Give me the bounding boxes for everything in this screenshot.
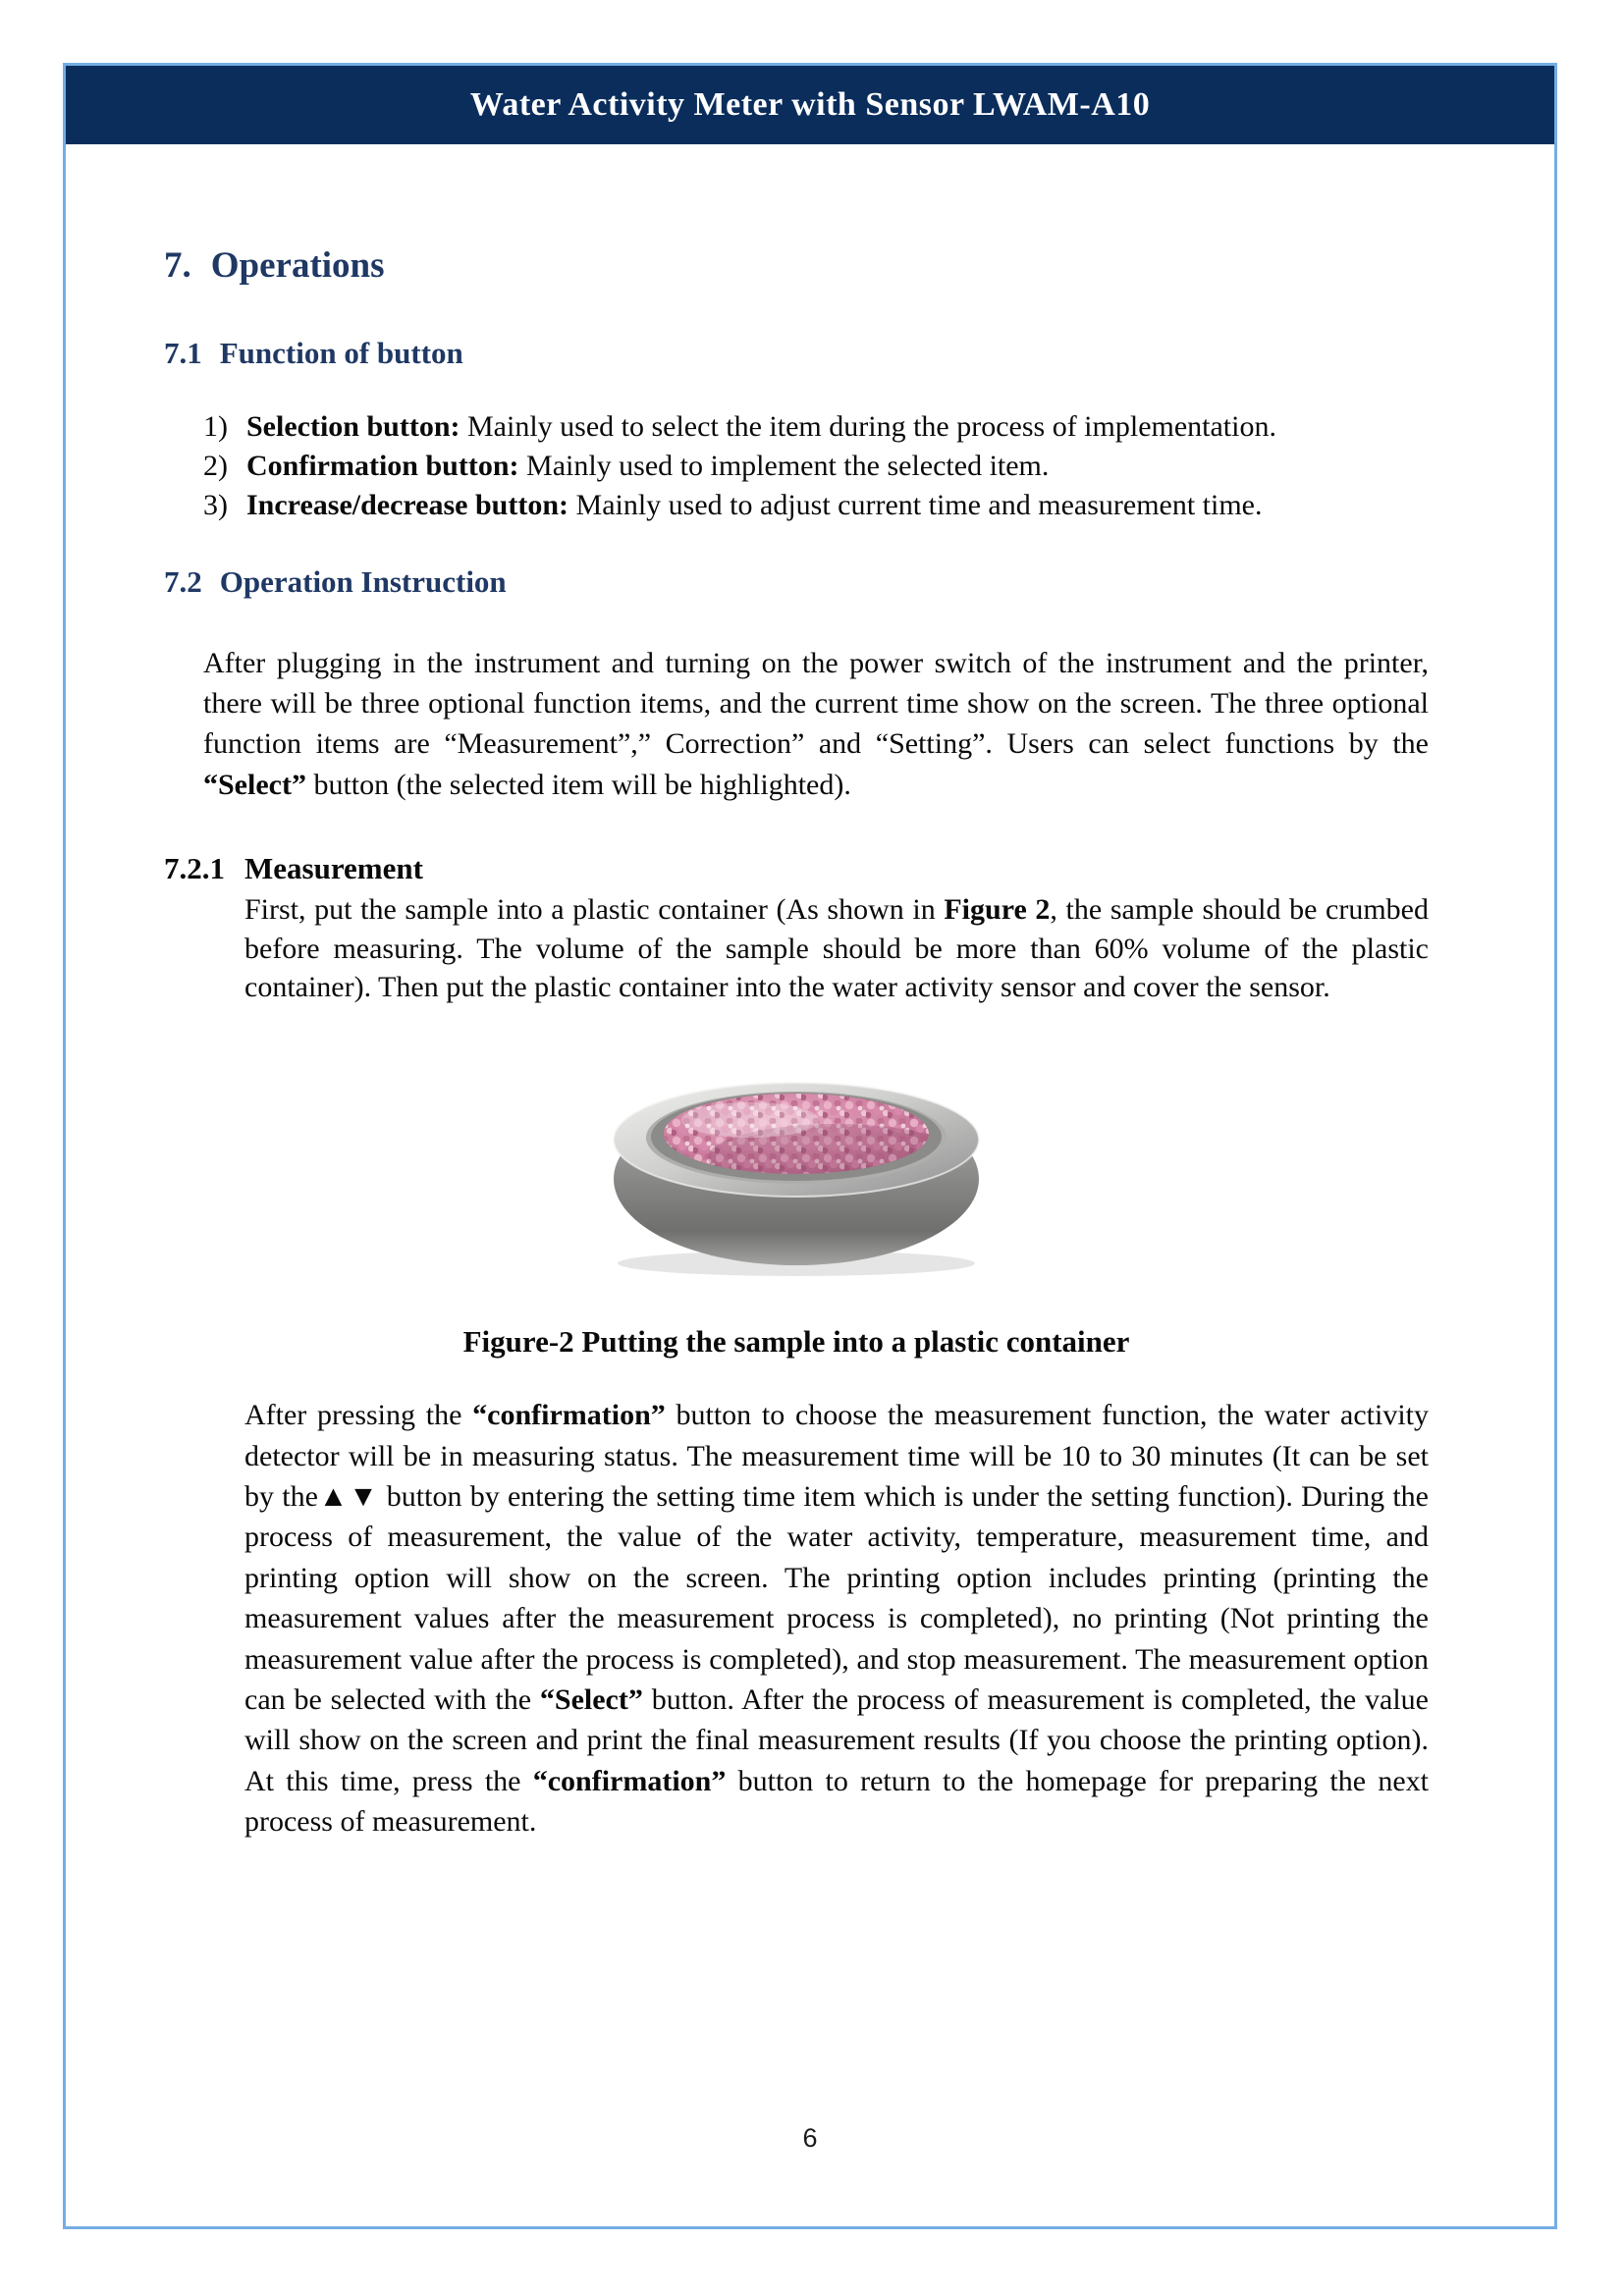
section-number: 7. [164, 245, 191, 286]
section-title: Operations [210, 245, 385, 286]
heading-function-of-button [164, 336, 1429, 371]
list-item [203, 447, 1429, 486]
section-title: Operation Instruction [219, 564, 507, 599]
page-number: 6 [802, 2123, 818, 2153]
list-item-number: 3) [203, 489, 228, 522]
list-item-text: Selection button: Mainly used to select the item during the process of implementation. [246, 410, 1276, 444]
sample-container-photo [585, 1030, 1007, 1281]
list-item-text: Increase/decrease button: Mainly used to adjust current time and measurement time. [246, 489, 1263, 522]
page-content [66, 246, 1554, 1842]
section-number: 7.2 [164, 564, 202, 599]
document-title: Water Activity Meter with Sensor LWAM-A10 [469, 86, 1151, 123]
paragraph-measurement-intro: First, put the sample into a plastic container (As shown in Figure 2, the sample should be crumbed before measuring. The volume of the sample should be more than 60% volume of the plastic container). Then put the plastic container into the water activity sensor and cover the sensor. [244, 893, 1429, 1003]
section-number: 7.1 [164, 335, 202, 370]
list-item-number: 2) [203, 450, 228, 483]
figure-2 [164, 1030, 1429, 1281]
document-title-bar [66, 66, 1554, 144]
document-page [63, 63, 1557, 2229]
heading-operations [164, 246, 1429, 287]
figure-caption: Figure-2 Putting the sample into a plastic container [462, 1324, 1130, 1360]
section-title: Measurement [244, 851, 423, 886]
section-title: Function of button [219, 335, 463, 370]
list-item [203, 486, 1429, 525]
heading-operation-instruction [164, 564, 1429, 600]
heading-measurement [164, 850, 1429, 886]
list-item-text: Confirmation button: Mainly used to implement the selected item. [246, 450, 1050, 483]
section-number: 7.2.1 [164, 851, 225, 886]
list-item-number: 1) [203, 410, 228, 444]
paragraph-operation-instruction: After plugging in the instrument and turning on the power switch of the instrument and the printer, there will be three optional function items, and the current time show on the screen. The three optional function items are “Measurement”,” Correction” and “Setting”. Users can select functions by the “Select” button (the selected item will be highlighted). [203, 646, 1429, 801]
paragraph-measurement-detail: After pressing the “confirmation” button to choose the measurement function, the water activity detector will be in measuring status. The measurement time will be 10 to 30 minutes (It can be set by the▲▼ button by entering the setting time item which is under the setting function). During the process of measurement, the value of the water activity, temperature, measurement time, and printing option will show on the screen. The printing option includes printing (printing the measurement values after the measurement process is completed), no printing (Not printing the measurement value after the process is completed), and stop measurement. The measurement option can be selected with the “Select” button. After the process of measurement is completed, the value will show on the screen and print the final measurement results (If you choose the printing option). At this time, press the “confirmation” button to return to the homepage for preparing the next process of measurement. [244, 1399, 1429, 1839]
list-item [203, 407, 1429, 447]
button-function-list [203, 407, 1429, 525]
